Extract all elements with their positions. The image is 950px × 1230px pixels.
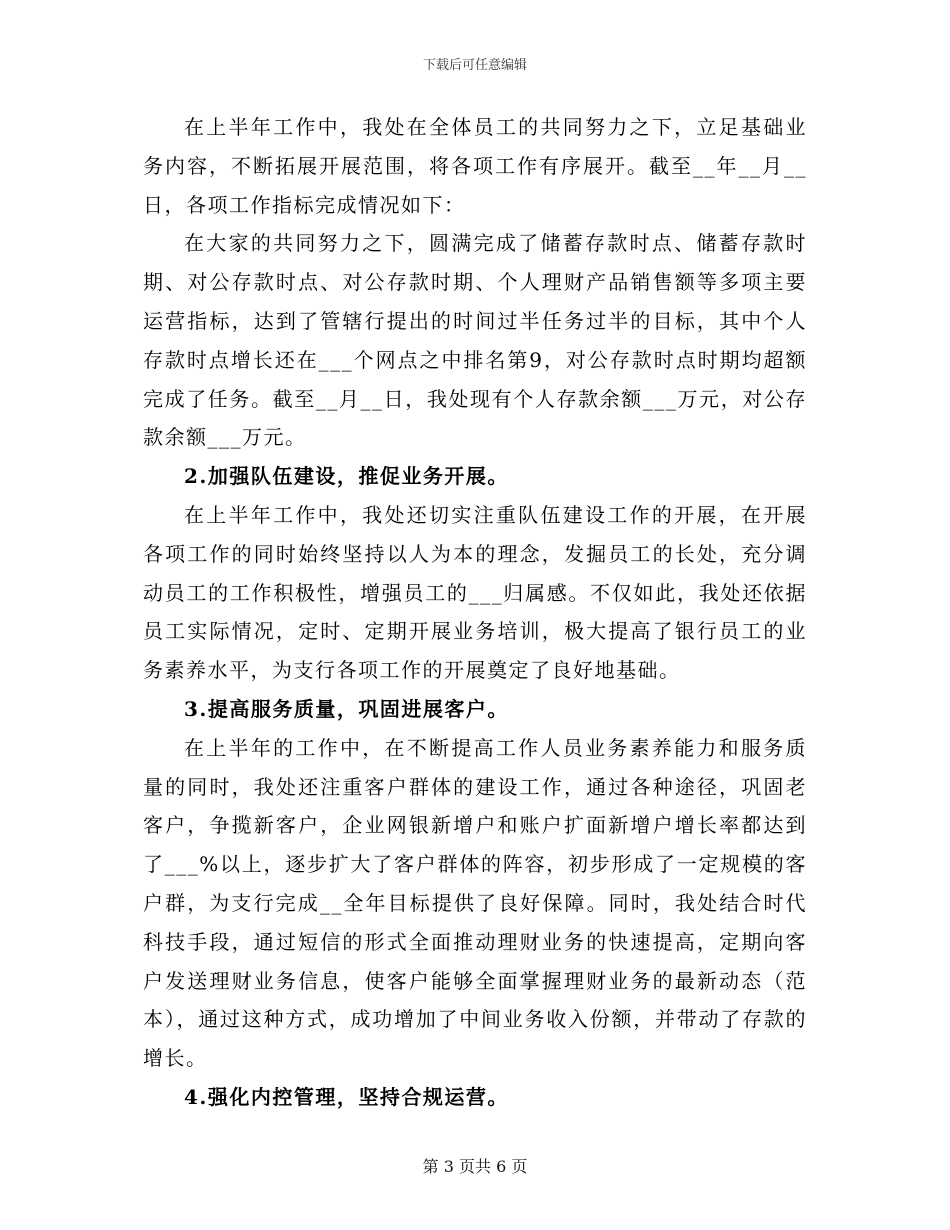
paragraph-indicators: 在大家的共同努力之下，圆满完成了储蓄存款时点、储蓄存款时期、对公存款时点、对公存款时期、个人理财产品销售额等多项主要运营指标，达到了管辖行提出的时间过半任务过半的目标，其中个人存款时点增长还在___个网点之中排名第9，对公存款时点时期均超额完成了任务。截至__月__日，我处现有个人存款余额___万元，对公存款余额___万元。 — [143, 231, 807, 450]
section-heading-control: 4.强化内控管理，坚持合规运营。 — [184, 1084, 509, 1109]
document-body — [143, 108, 807, 1117]
page-header-note: 下载后可任意编辑 — [422, 58, 527, 73]
paragraph-team: 在上半年工作中，我处还切实注重队伍建设工作的开展，在开展各项工作的同时始终坚持以人为本的理念，发掘员工的长处，充分调动员工的工作积极性，增强员工的___归属感。不仅如此，我处还依据员工实际情况，定时、定期开展业务培训，极大提高了银行员工的业务素养水平，为支行各项工作的开展奠定了良好地基础。 — [143, 502, 807, 683]
paragraph-service: 在上半年的工作中，在不断提高工作人员业务素养能力和服务质量的同时，我处还注重客户群体的建设工作，通过各种途径，巩固老客户，争揽新客户，企业网银新增户和账户扩面新增户增长率都达到了___%以上，逐步扩大了客户群体的阵容，初步形成了一定规模的客户群，为支行完成__全年目标提供了良好保障。同时，我处结合时代科技手段，通过短信的形式全面推动理财业务的快速提高，定期向客户发送理财业务信息，使客户能够全面掌握理财业务的最新动态（范本），通过这种方式，成功增加了中间业务收入份额，并带动了存款的增长。 — [143, 735, 807, 1071]
section-heading-service: 3.提高服务质量，巩固进展客户。 — [184, 696, 509, 721]
paragraph-intro: 在上半年工作中，我处在全体员工的共同努力之下，立足基础业务内容，不断拓展开展范围，将各项工作有序展开。截至__年__月__日，各项工作指标完成情况如下： — [143, 115, 807, 217]
page-number: 第 3 页共 6 页 — [422, 1157, 528, 1176]
section-heading-team: 2.加强队伍建设，推促业务开展。 — [184, 464, 509, 489]
